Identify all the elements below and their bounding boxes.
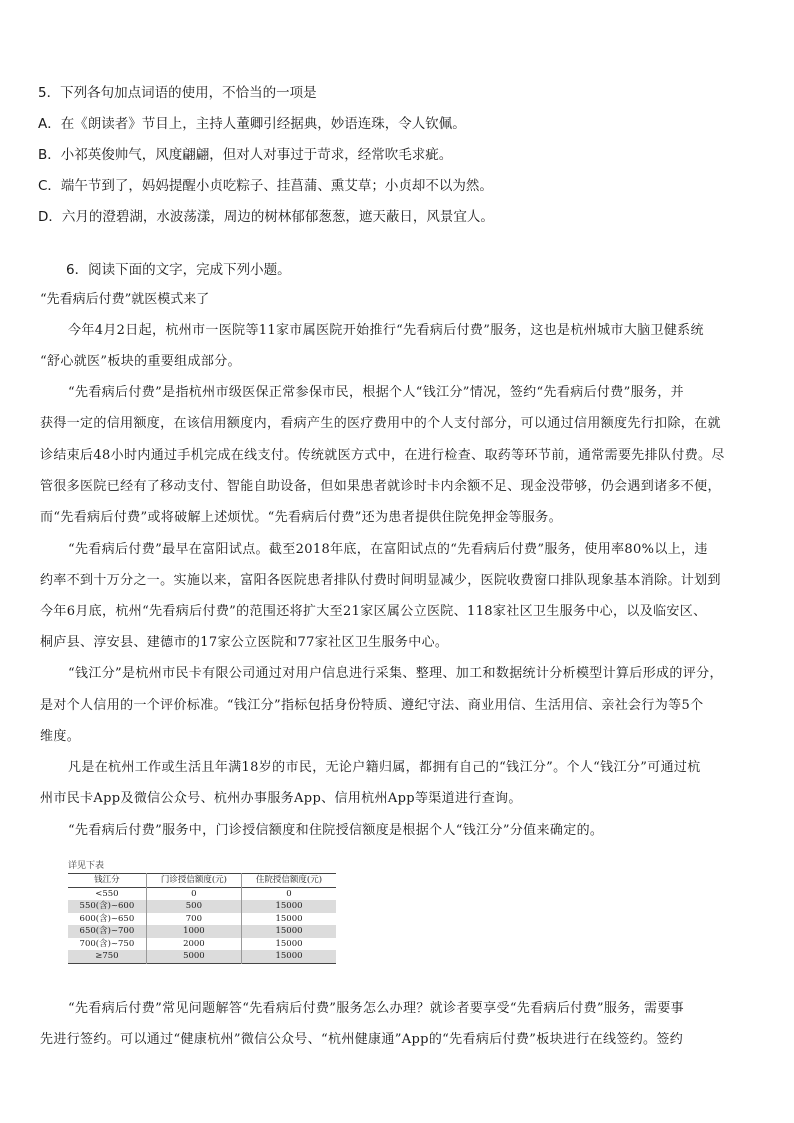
question-5-option-c: C．端午节到了，妈妈提醒小贞吃粽子、挂菖蒲、熏艾草；小贞却不以为然。: [38, 178, 493, 194]
article-line: 先进行签约。可以通过“健康杭州”微信公众号、“杭州健康通”App的“先看病后付费”板块进行在线签约。签约: [40, 1032, 684, 1047]
article-line: “先看病后付费”最早在富阳试点。截至2018年底，在富阳试点的“先看病后付费”服务，使用率80%以上，违: [68, 542, 708, 557]
article-line: 而“先看病后付费”或将破解上述烦忧。“先看病后付费”还为患者提供住院免押金等服务。: [40, 510, 562, 525]
table-row: [68, 900, 336, 913]
table-header-cell: 住院授信额度(元): [241, 874, 336, 888]
article-line: “钱江分”是杭州市民卡有限公司通过对用户信息进行采集、整理、加工和数据统计分析模型计算后形成的评分，: [68, 666, 723, 681]
article-line: 诊结束后48小时内通过手机完成在线支付。传统就医方式中，在进行检查、取药等环节前，通常需要先排队付费。尽: [40, 448, 725, 463]
table-cell: 0: [241, 887, 336, 900]
credit-limit-table: [68, 873, 336, 964]
question-6-stem: 6．阅读下面的文字，完成下列小题。: [66, 262, 291, 278]
question-5-option-b: B．小祁英俊帅气，风度翩翩，但对人对事过于苛求，经常吹毛求疵。: [38, 147, 453, 163]
table-cell: 500: [146, 900, 241, 913]
table-header-cell: 钱江分: [68, 874, 146, 888]
table-cell: 1000: [146, 925, 241, 938]
question-5-option-a: A．在《朗读者》节目上，主持人董卿引经据典，妙语连珠，令人钦佩。: [38, 116, 466, 132]
article-line: “先看病后付费”是指杭州市级医保正常参保市民，根据个人“钱江分”情况，签约“先看病后付费”服务，并: [68, 385, 685, 400]
article-line: 凡是在杭州工作或生活且年满18岁的市民，无论户籍归属，都拥有自己的“钱江分”。个人“钱江分”可通过杭: [68, 760, 701, 775]
article-line: “先看病后付费”常见问题解答“先看病后付费”服务怎么办理？就诊者要享受“先看病后付费”服务，需要事: [68, 1001, 685, 1016]
table-cell: 15000: [241, 900, 336, 913]
table-header-cell: 门诊授信额度(元): [146, 874, 241, 888]
article-line: 维度。: [40, 729, 81, 744]
table-row: [68, 950, 336, 963]
table-row: [68, 925, 336, 938]
table-cell: 550(含)~600: [79, 901, 135, 912]
table-cell: 700: [146, 913, 241, 926]
article-title: “先看病后付费”就医模式来了: [40, 292, 210, 307]
table-row: [68, 887, 336, 900]
article-line: 今年6月底，杭州“先看病后付费”的范围还将扩大至21家区属公立医院、118家社区卫生服务中心，以及临安区、: [40, 604, 707, 619]
article-line: “舒心就医”板块的重要组成部分。: [40, 354, 241, 369]
article-line: 获得一定的信用额度，在该信用额度内，看病产生的医疗费用中的个人支付部分，可以通过信用额度先行扣除，在就: [40, 416, 721, 431]
table-cell: <550: [95, 888, 119, 899]
table-cell: 600(含)~650: [79, 913, 135, 924]
table-cell: 0: [146, 887, 241, 900]
table-cell: 15000: [241, 913, 336, 926]
article-line: 桐庐县、淳安县、建德市的17家公立医院和77家社区卫生服务中心。: [40, 635, 449, 650]
table-caption: 详见下表: [68, 861, 105, 871]
table-cell: 15000: [241, 950, 336, 963]
table-header-row: [68, 874, 336, 888]
article-line: 今年4月2日起，杭州市一医院等11家市属医院开始推行“先看病后付费”服务，这也是杭州城市大脑卫健系统: [68, 323, 704, 338]
article-line: 是对个人信用的一个评价标准。“钱江分”指标包括身份特质、遵纪守法、商业用信、生活用信、亲社会行为等5个: [40, 698, 704, 713]
table-cell: 15000: [241, 938, 336, 951]
article-line: 州市民卡App及微信公众号、杭州办事服务App、信用杭州App等渠道进行查询。: [40, 791, 522, 806]
table-cell: 2000: [146, 938, 241, 951]
table-cell: 5000: [146, 950, 241, 963]
question-5-stem: 5．下列各句加点词语的使用，不恰当的一项是: [38, 85, 317, 101]
table-cell: ≥750: [95, 951, 119, 962]
article-line: “先看病后付费”服务中，门诊授信额度和住院授信额度是根据个人“钱江分”分值来确定的。: [68, 823, 604, 838]
table-cell: 700(含)~750: [79, 938, 135, 949]
table-row: [68, 913, 336, 926]
article-line: 约率不到十万分之一。实施以来，富阳各医院患者排队付费时间明显减少，医院收费窗口排队现象基本消除。计划到: [40, 573, 721, 588]
table-cell: 650(含)~700: [79, 926, 135, 937]
table-row: [68, 938, 336, 951]
table-cell: 15000: [241, 925, 336, 938]
question-5-option-d: D．六月的澄碧湖，水波荡漾，周边的树林郁郁葱葱，遮天蔽日，风景宜人。: [38, 209, 494, 225]
article-line: 管很多医院已经有了移动支付、智能自助设备，但如果患者就诊时卡内余额不足、现金没带够，仍会遇到诸多不便，: [40, 479, 721, 494]
